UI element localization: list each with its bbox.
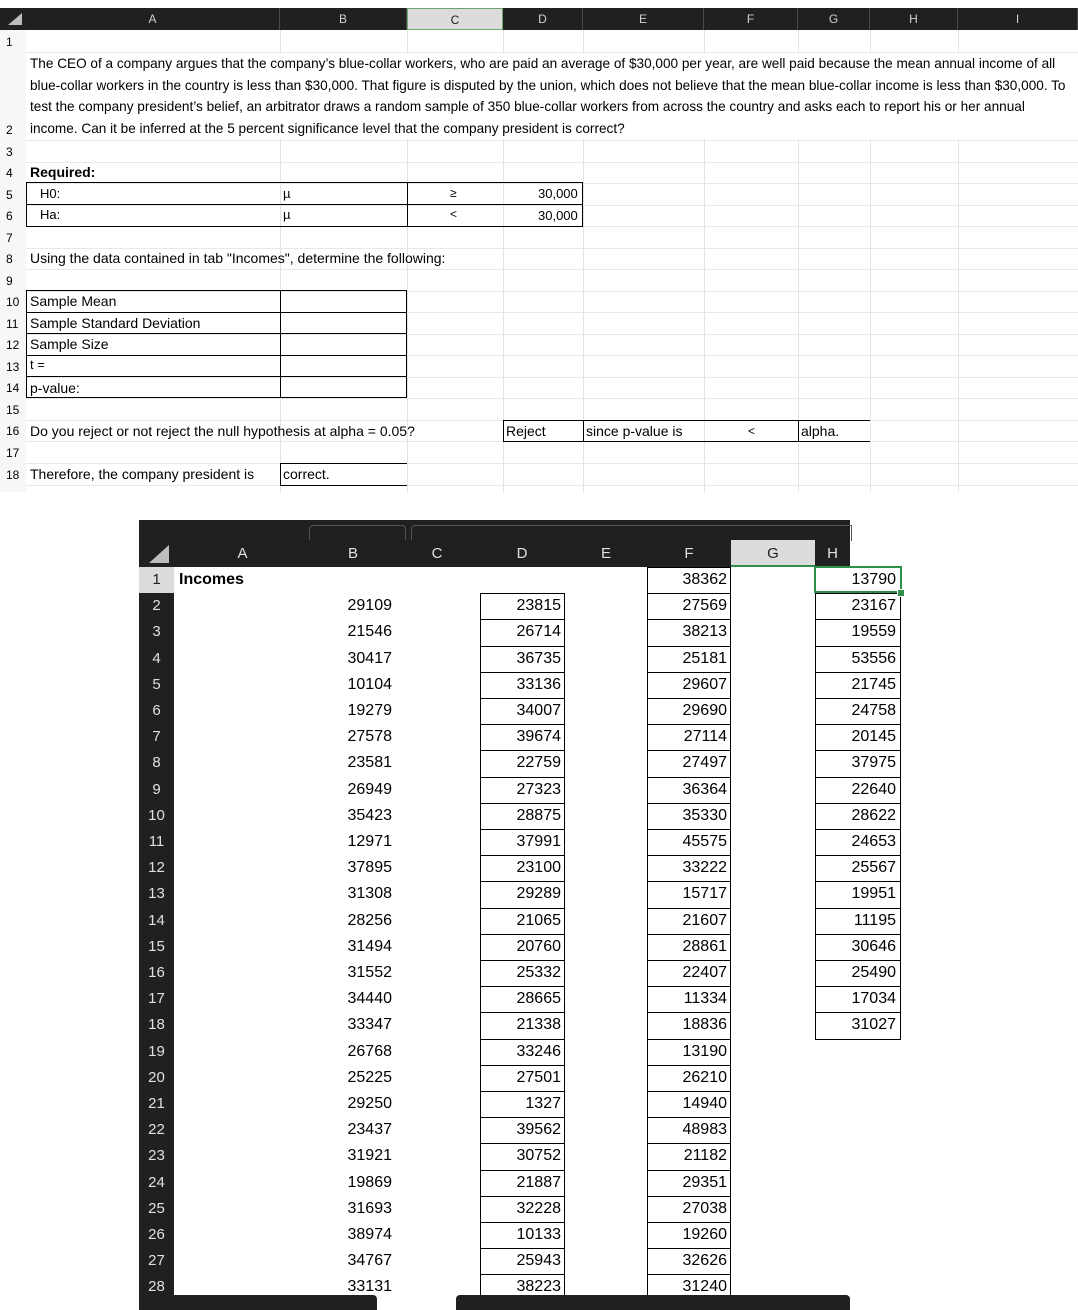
- income-cell-e[interactable]: 29607: [682, 675, 727, 693]
- income-cell-a[interactable]: 31308: [347, 885, 392, 903]
- decision-value[interactable]: Reject: [506, 423, 546, 439]
- income-cell-e[interactable]: 27114: [683, 728, 727, 746]
- select-all-button[interactable]: [139, 540, 174, 567]
- row-header-5[interactable]: 5: [6, 188, 13, 202]
- row-header-17[interactable]: 17: [148, 990, 165, 1008]
- conclusion-value[interactable]: correct.: [283, 466, 330, 482]
- income-cell-c[interactable]: 27323: [516, 780, 561, 798]
- income-cell-e[interactable]: 27497: [682, 754, 727, 772]
- therefore-text[interactable]: Therefore, the company president is: [30, 466, 255, 482]
- income-cell-e[interactable]: 45575: [682, 833, 727, 850]
- income-cell-c[interactable]: 21065: [516, 911, 561, 929]
- row-header-4[interactable]: 4: [6, 166, 13, 180]
- row-header-18[interactable]: 18: [148, 1016, 165, 1034]
- formula-input-tab[interactable]: [411, 525, 852, 541]
- row-header-15[interactable]: 15: [148, 937, 165, 955]
- income-cell-e[interactable]: 32626: [682, 1252, 727, 1270]
- row-header-10[interactable]: 10: [148, 806, 165, 824]
- column-header-d[interactable]: D: [503, 8, 583, 30]
- income-cell-g[interactable]: 25567: [851, 859, 896, 877]
- income-cell-g[interactable]: 37975: [851, 754, 896, 772]
- income-cell-a[interactable]: 19279: [347, 702, 392, 719]
- income-cell-e[interactable]: 33222: [682, 859, 727, 877]
- income-cell-g[interactable]: 19951: [851, 885, 896, 903]
- income-cell-c[interactable]: 34007: [516, 702, 561, 719]
- row-header-20[interactable]: 20: [148, 1068, 165, 1086]
- ha-value[interactable]: 30,000: [538, 208, 578, 223]
- h0-mu[interactable]: µ: [283, 186, 291, 201]
- income-cell-c[interactable]: 33246: [516, 1042, 561, 1060]
- column-header-a[interactable]: A: [26, 8, 280, 30]
- row-header-9[interactable]: 9: [152, 780, 161, 798]
- compare-operator[interactable]: <: [748, 424, 756, 438]
- income-cell-a[interactable]: 34767: [347, 1252, 392, 1270]
- income-cell-a[interactable]: 26949: [347, 780, 392, 798]
- income-cell-a[interactable]: 25225: [347, 1068, 392, 1086]
- required-label[interactable]: Required:: [30, 164, 96, 180]
- income-cell-g[interactable]: 20145: [851, 728, 896, 746]
- income-cell-c[interactable]: 28665: [516, 990, 561, 1008]
- income-cell-c[interactable]: 33136: [516, 675, 561, 693]
- row-header-18[interactable]: 18: [6, 468, 20, 482]
- income-cell-e[interactable]: 29351: [682, 1173, 727, 1191]
- sheet-tab-bar[interactable]: [139, 1295, 377, 1310]
- h0-operator[interactable]: ≥: [450, 186, 457, 200]
- income-cell-a[interactable]: 37895: [347, 859, 392, 877]
- column-header-b[interactable]: B: [280, 8, 407, 30]
- income-cell-c[interactable]: 23815: [516, 597, 561, 615]
- gridline-horizontal: [26, 485, 1078, 486]
- income-cell-g[interactable]: 21745: [851, 675, 896, 693]
- income-cell-c[interactable]: 29289: [516, 885, 561, 903]
- income-cell-e[interactable]: 18836: [682, 1016, 727, 1034]
- income-cell-a[interactable]: 33347: [347, 1016, 392, 1034]
- income-cell-a[interactable]: 19869: [347, 1173, 392, 1191]
- income-cell-c[interactable]: 27501: [516, 1068, 561, 1086]
- h0-value[interactable]: 30,000: [538, 186, 578, 201]
- select-all-button[interactable]: [0, 8, 26, 30]
- row-header-14[interactable]: 14: [148, 911, 165, 929]
- column-header-i[interactable]: I: [958, 8, 1078, 30]
- instruction-text[interactable]: Using the data contained in tab "Incomes", determine the following:: [30, 250, 446, 266]
- gridline-horizontal: [26, 398, 1078, 399]
- fill-handle[interactable]: [897, 589, 905, 597]
- income-cell-a[interactable]: 31552: [347, 964, 392, 981]
- income-cell-g[interactable]: 22640: [851, 780, 896, 798]
- row-header-5[interactable]: 5: [152, 675, 161, 693]
- alpha-text[interactable]: alpha.: [801, 423, 840, 439]
- sample-mean-label[interactable]: Sample Mean: [30, 293, 117, 309]
- t-label[interactable]: t =: [30, 357, 45, 372]
- select-all-icon: [8, 13, 22, 25]
- row-header-13[interactable]: 13: [6, 360, 20, 374]
- income-cell-a[interactable]: 30417: [347, 649, 392, 667]
- income-cell-a[interactable]: 31494: [347, 937, 392, 955]
- gridline-horizontal: [26, 248, 1078, 249]
- row-header-column: [139, 567, 174, 1310]
- gridline-horizontal: [26, 162, 1078, 163]
- income-cell-g[interactable]: 23167: [851, 597, 896, 615]
- income-cell-g[interactable]: 24653: [851, 833, 896, 850]
- income-cell-c[interactable]: 20760: [516, 937, 561, 955]
- income-cell-c[interactable]: 30752: [516, 1147, 561, 1165]
- income-cell-e[interactable]: 26210: [682, 1068, 727, 1086]
- income-cell-e[interactable]: 27038: [682, 1199, 727, 1217]
- income-cell-a[interactable]: 10104: [347, 675, 392, 693]
- income-cell-a[interactable]: 35423: [347, 806, 392, 824]
- select-all-icon: [149, 545, 169, 563]
- sample-size-input[interactable]: [281, 334, 406, 355]
- column-header-g[interactable]: G: [798, 8, 870, 30]
- hypotheses-divider: [26, 204, 583, 205]
- name-box-tab[interactable]: [309, 525, 406, 541]
- row-header-19[interactable]: 19: [148, 1042, 165, 1060]
- income-cell-e[interactable]: 13190: [682, 1042, 727, 1060]
- income-cell-a[interactable]: 26768: [347, 1042, 392, 1060]
- ha-operator[interactable]: <: [450, 207, 458, 221]
- cell-border: [815, 1039, 901, 1040]
- sample-mean-input[interactable]: [281, 291, 406, 312]
- p-value-input[interactable]: [281, 377, 406, 397]
- income-cell-e[interactable]: 21607: [682, 911, 727, 929]
- row-header-11[interactable]: 11: [6, 317, 19, 331]
- t-input[interactable]: [281, 356, 406, 376]
- column-header-h[interactable]: H: [870, 8, 958, 30]
- column-header-d[interactable]: D: [516, 545, 528, 562]
- column-header-bar: [0, 8, 1078, 30]
- row-header-13[interactable]: 13: [148, 885, 165, 903]
- income-cell-a[interactable]: 29250: [347, 1095, 392, 1112]
- income-cell-g[interactable]: 24758: [851, 702, 896, 719]
- horizontal-scrollbar[interactable]: [456, 1295, 850, 1310]
- income-cell-c[interactable]: 39562: [516, 1121, 561, 1139]
- income-cell-c[interactable]: 1327: [525, 1095, 561, 1112]
- row-header-14[interactable]: 14: [6, 381, 20, 395]
- hypotheses-divider-v: [407, 182, 408, 227]
- h0-label[interactable]: H0:: [40, 186, 61, 201]
- conclusion-left: [280, 463, 281, 485]
- incomes-header[interactable]: Incomes: [179, 571, 244, 588]
- row-header-10[interactable]: 10: [6, 295, 20, 309]
- column-header-f[interactable]: F: [704, 8, 798, 30]
- income-cell-g[interactable]: 19559: [851, 623, 896, 641]
- decision-divider-v: [503, 420, 504, 441]
- row-header-22[interactable]: 22: [148, 1121, 165, 1139]
- income-cell-c[interactable]: 25332: [516, 964, 561, 981]
- income-cell-g[interactable]: 28622: [851, 806, 896, 824]
- income-cell-a[interactable]: 28256: [347, 911, 392, 929]
- gridline-horizontal: [26, 463, 1078, 464]
- row-header-1[interactable]: 1: [6, 35, 13, 49]
- column-header-bar: [139, 540, 850, 567]
- income-cell-e[interactable]: 27569: [682, 597, 727, 615]
- income-cell-c[interactable]: 26714: [516, 623, 561, 641]
- income-cell-c[interactable]: 21338: [516, 1016, 561, 1034]
- income-cell-e[interactable]: 14940: [682, 1095, 727, 1112]
- income-cell-e[interactable]: 48983: [682, 1121, 727, 1139]
- income-cell-c[interactable]: 10133: [516, 1226, 561, 1243]
- income-cell-c[interactable]: 38223: [516, 1278, 561, 1296]
- column-header-c[interactable]: C: [407, 8, 503, 30]
- ha-mu[interactable]: µ: [283, 207, 291, 222]
- income-cell-e[interactable]: 38213: [682, 623, 727, 641]
- income-cell-g[interactable]: 25490: [851, 964, 896, 981]
- column-header-b[interactable]: B: [347, 545, 358, 562]
- row-header-12[interactable]: 12: [148, 859, 165, 877]
- row-header-15[interactable]: 15: [6, 403, 20, 417]
- row-header-3[interactable]: 3: [152, 623, 161, 641]
- p-value-label[interactable]: p-value:: [30, 380, 80, 396]
- income-cell-g[interactable]: 31027: [851, 1016, 896, 1034]
- income-cell-c[interactable]: 22759: [516, 754, 561, 772]
- row-header-9[interactable]: 9: [6, 274, 13, 288]
- income-cell-e[interactable]: 25181: [682, 649, 727, 667]
- worksheet-incomes: [139, 520, 896, 1310]
- column-header-g[interactable]: G: [731, 540, 815, 567]
- income-cell-e[interactable]: 19260: [682, 1226, 727, 1243]
- row-header-7[interactable]: 7: [152, 728, 161, 746]
- income-cell-e[interactable]: 38362: [682, 571, 727, 588]
- income-cell-c[interactable]: 23100: [516, 859, 561, 877]
- income-cell-c[interactable]: 37991: [516, 833, 561, 850]
- column-header-e[interactable]: E: [583, 8, 704, 30]
- row-header-8[interactable]: 8: [152, 754, 161, 772]
- row-header-6[interactable]: 6: [152, 702, 161, 719]
- row-header-28[interactable]: 28: [148, 1278, 165, 1296]
- income-cell-g[interactable]: 13790: [851, 571, 896, 588]
- income-cell-c[interactable]: 28875: [516, 806, 561, 824]
- income-cell-a[interactable]: 21546: [347, 623, 392, 641]
- problem-statement[interactable]: The CEO of a company argues that the company’s blue-collar workers, who are paid an average of $30,000 per year, are well paid because the mean annual income of all blue-collar workers in the country is less than $30,000. That figure is disputed by the union, which does not believe that the mean blue-collar income is less than $30,000. To test the company president’s belief, an arbitrator draws a random sample of 350 blue-collar workers from across the country and asks each to report his or her annual income. Can it be inferred at the 5 percent significance level that the company president is correct?: [30, 53, 1070, 139]
- row-header-2[interactable]: 2: [152, 597, 161, 615]
- row-header-8[interactable]: 8: [6, 252, 13, 266]
- income-cell-a[interactable]: 12971: [347, 833, 392, 850]
- income-cell-c[interactable]: 25943: [516, 1252, 561, 1270]
- column-header-c[interactable]: C: [431, 545, 443, 562]
- formula-bar-strip: [139, 520, 850, 540]
- conclusion-bottom: [280, 485, 407, 486]
- income-cell-a[interactable]: 38974: [347, 1226, 392, 1243]
- income-cell-e[interactable]: 36364: [682, 780, 727, 798]
- income-cell-c[interactable]: 36735: [516, 649, 561, 667]
- column-header-a[interactable]: A: [237, 545, 248, 562]
- column-header-e[interactable]: E: [600, 545, 611, 562]
- income-cell-e[interactable]: 28861: [682, 937, 727, 955]
- sample-std-input[interactable]: [281, 313, 406, 333]
- sample-size-label[interactable]: Sample Size: [30, 336, 109, 352]
- decision-row-bottom: [503, 441, 870, 442]
- income-cell-a[interactable]: 34440: [347, 990, 392, 1008]
- income-cell-a[interactable]: 33131: [347, 1278, 392, 1296]
- income-cell-c[interactable]: 32228: [516, 1199, 561, 1217]
- income-cell-e[interactable]: 21182: [683, 1147, 727, 1165]
- row-header-26[interactable]: 26: [148, 1226, 165, 1243]
- income-cell-e[interactable]: 11334: [683, 990, 727, 1008]
- row-header-3[interactable]: 3: [6, 145, 13, 159]
- row-header-17[interactable]: 17: [6, 446, 20, 460]
- decision-row-top: [503, 420, 870, 421]
- column-header-h[interactable]: H: [827, 545, 838, 562]
- row-header-21[interactable]: 21: [148, 1095, 165, 1112]
- row-header-column: [0, 30, 26, 492]
- row-header-1[interactable]: 1: [139, 567, 174, 593]
- sample-std-label[interactable]: Sample Standard Deviation: [30, 315, 201, 331]
- row-header-7[interactable]: 7: [6, 231, 13, 245]
- row-header-25[interactable]: 25: [148, 1199, 165, 1217]
- income-cell-a[interactable]: 31921: [347, 1147, 392, 1165]
- question-text[interactable]: Do you reject or not reject the null hypothesis at alpha = 0.05?: [30, 423, 415, 439]
- row-header-12[interactable]: 12: [6, 338, 20, 352]
- income-cell-c[interactable]: 39674: [516, 728, 561, 746]
- decision-divider-v: [583, 420, 584, 441]
- income-cell-e[interactable]: 15717: [682, 885, 727, 903]
- gridline-horizontal: [26, 140, 1078, 141]
- income-cell-a[interactable]: 23437: [347, 1121, 392, 1139]
- income-cell-e[interactable]: 22407: [682, 964, 727, 981]
- row-header-27[interactable]: 27: [148, 1252, 165, 1270]
- gridline-horizontal: [26, 269, 1078, 270]
- row-header-16[interactable]: 16: [6, 424, 20, 438]
- row-header-2[interactable]: 2: [6, 123, 13, 137]
- ha-label[interactable]: Ha:: [40, 207, 61, 222]
- income-cell-a[interactable]: 27578: [347, 728, 392, 746]
- active-cell-outline: [814, 566, 902, 593]
- income-cell-g[interactable]: 11195: [853, 911, 896, 929]
- row-header-23[interactable]: 23: [148, 1147, 165, 1165]
- income-cell-e[interactable]: 35330: [682, 806, 727, 824]
- income-cell-g[interactable]: 30646: [851, 937, 896, 955]
- income-cell-a[interactable]: 29109: [347, 597, 392, 615]
- since-text[interactable]: since p-value is: [586, 423, 683, 439]
- conclusion-top: [280, 463, 407, 464]
- income-cell-g[interactable]: 53556: [851, 649, 896, 667]
- row-header-6[interactable]: 6: [6, 209, 13, 223]
- income-cell-a[interactable]: 23581: [347, 754, 392, 772]
- decision-divider-v: [798, 420, 799, 441]
- income-cell-e[interactable]: 31240: [682, 1278, 727, 1296]
- row-header-16[interactable]: 16: [148, 964, 165, 981]
- row-header-11[interactable]: 11: [148, 833, 165, 850]
- row-header-24[interactable]: 24: [148, 1173, 165, 1191]
- worksheet-questions: [0, 0, 1078, 492]
- column-header-f[interactable]: F: [684, 545, 694, 562]
- income-cell-a[interactable]: 31693: [347, 1199, 392, 1217]
- income-cell-g[interactable]: 17034: [851, 990, 896, 1008]
- row-header-4[interactable]: 4: [152, 649, 161, 667]
- income-cell-c[interactable]: 21887: [516, 1173, 561, 1191]
- income-cell-e[interactable]: 29690: [682, 702, 727, 719]
